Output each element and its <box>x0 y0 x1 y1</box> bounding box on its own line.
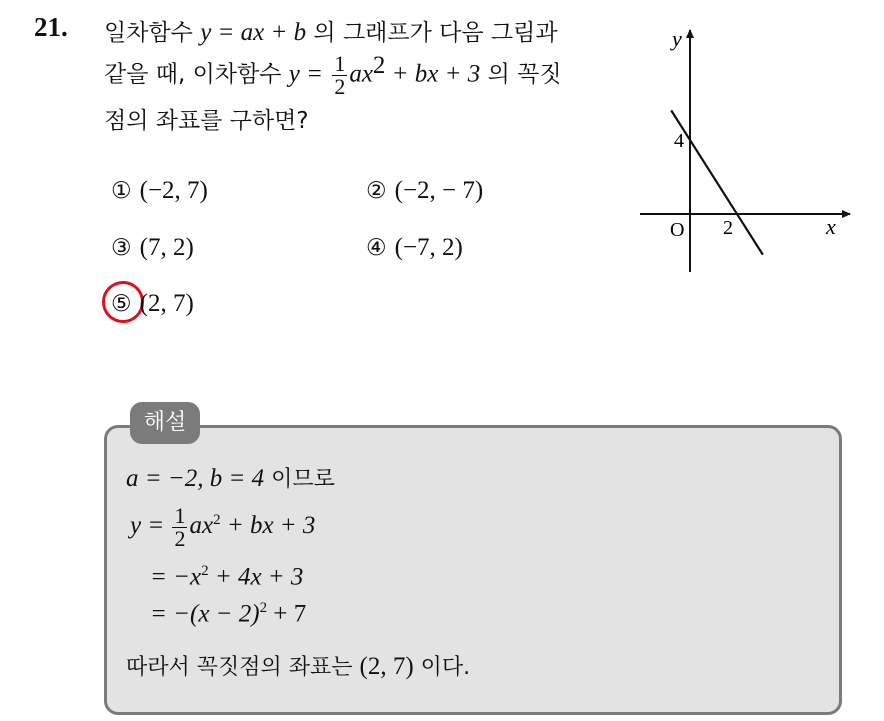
vertex-form: = −(x − 2) <box>150 600 260 628</box>
x-axis-label: x <box>826 214 836 239</box>
question-text: 일차함수 <box>104 20 201 46</box>
function-line <box>671 110 763 254</box>
question-number: 21. <box>34 12 68 42</box>
choice-value: (−7, 2) <box>394 234 463 261</box>
choice-mark: ④ <box>366 235 387 261</box>
choice-value: (−2, 7) <box>139 177 208 204</box>
choice-4[interactable] <box>366 234 463 262</box>
solution-line-1 <box>126 462 335 493</box>
vertex-form-tail: + 7 <box>267 600 307 628</box>
fraction-numerator: 1 <box>174 503 186 528</box>
expanded-form-tail: + 4x + 3 <box>208 563 304 591</box>
quadratic-term: ax <box>349 60 373 88</box>
choice-mark: ② <box>366 178 387 204</box>
choice-value: (7, 2) <box>139 234 194 261</box>
y-intercept-label: 4 <box>674 130 684 152</box>
quadratic-expression-tail: + bx + 3 <box>385 60 481 88</box>
question-line-2 <box>104 52 562 98</box>
choice-value: (2, 7) <box>139 290 194 317</box>
solution-values: a = −2, b = 4 <box>126 465 265 492</box>
exponent: 2 <box>213 511 221 528</box>
linear-function-graph <box>630 20 860 280</box>
fraction-numerator: 1 <box>334 50 346 76</box>
question-text: 같을 때, 이차함수 <box>104 61 289 88</box>
choice-mark: ① <box>111 178 132 204</box>
question-text: 의 꼭짓 <box>480 61 562 88</box>
quadratic-expression-lhs: y = <box>288 60 323 88</box>
solution-text: 이다. <box>413 655 471 680</box>
choice-1[interactable] <box>111 177 208 205</box>
x-intercept-label: 2 <box>723 217 733 239</box>
solution-line-2 <box>130 505 315 550</box>
fraction-one-half <box>172 505 187 550</box>
question-text: 의 그래프가 다음 그림과 <box>306 20 558 46</box>
choice-2[interactable] <box>366 177 483 205</box>
quadratic-term: ax <box>189 512 214 540</box>
choice-5[interactable] <box>111 290 194 318</box>
quadratic-tail: + bx + 3 <box>220 512 316 540</box>
choice-mark: ③ <box>111 235 132 261</box>
choice-3[interactable] <box>111 234 194 262</box>
vertex-coordinates: (2, 7) <box>359 653 414 680</box>
fraction-denominator: 2 <box>334 73 346 99</box>
y-axis-label: y <box>672 26 682 51</box>
choice-mark: ⑤ <box>111 291 132 317</box>
fraction-one-half <box>332 50 347 99</box>
fraction-denominator: 2 <box>174 526 186 551</box>
exponent: 2 <box>201 563 209 579</box>
question-line-1 <box>104 14 558 47</box>
exponent: 2 <box>372 52 386 79</box>
solution-lhs: y = <box>130 512 165 540</box>
choice-value: (−2, − 7) <box>394 177 484 204</box>
origin-label: O <box>670 219 685 241</box>
expanded-form: = −x <box>150 563 202 591</box>
solution-line-4 <box>150 600 306 628</box>
question-line-3: 점의 좌표를 구하면? <box>104 108 309 134</box>
linear-function-expression: y = ax + b <box>200 19 307 46</box>
solution-line-3 <box>150 563 303 591</box>
solution-tab: 해설 <box>130 402 200 444</box>
solution-line-5 <box>126 650 470 681</box>
solution-text: 따라서 꼭짓점의 좌표는 <box>126 655 360 680</box>
solution-text: 이므로 <box>264 467 335 492</box>
exponent: 2 <box>259 600 268 616</box>
